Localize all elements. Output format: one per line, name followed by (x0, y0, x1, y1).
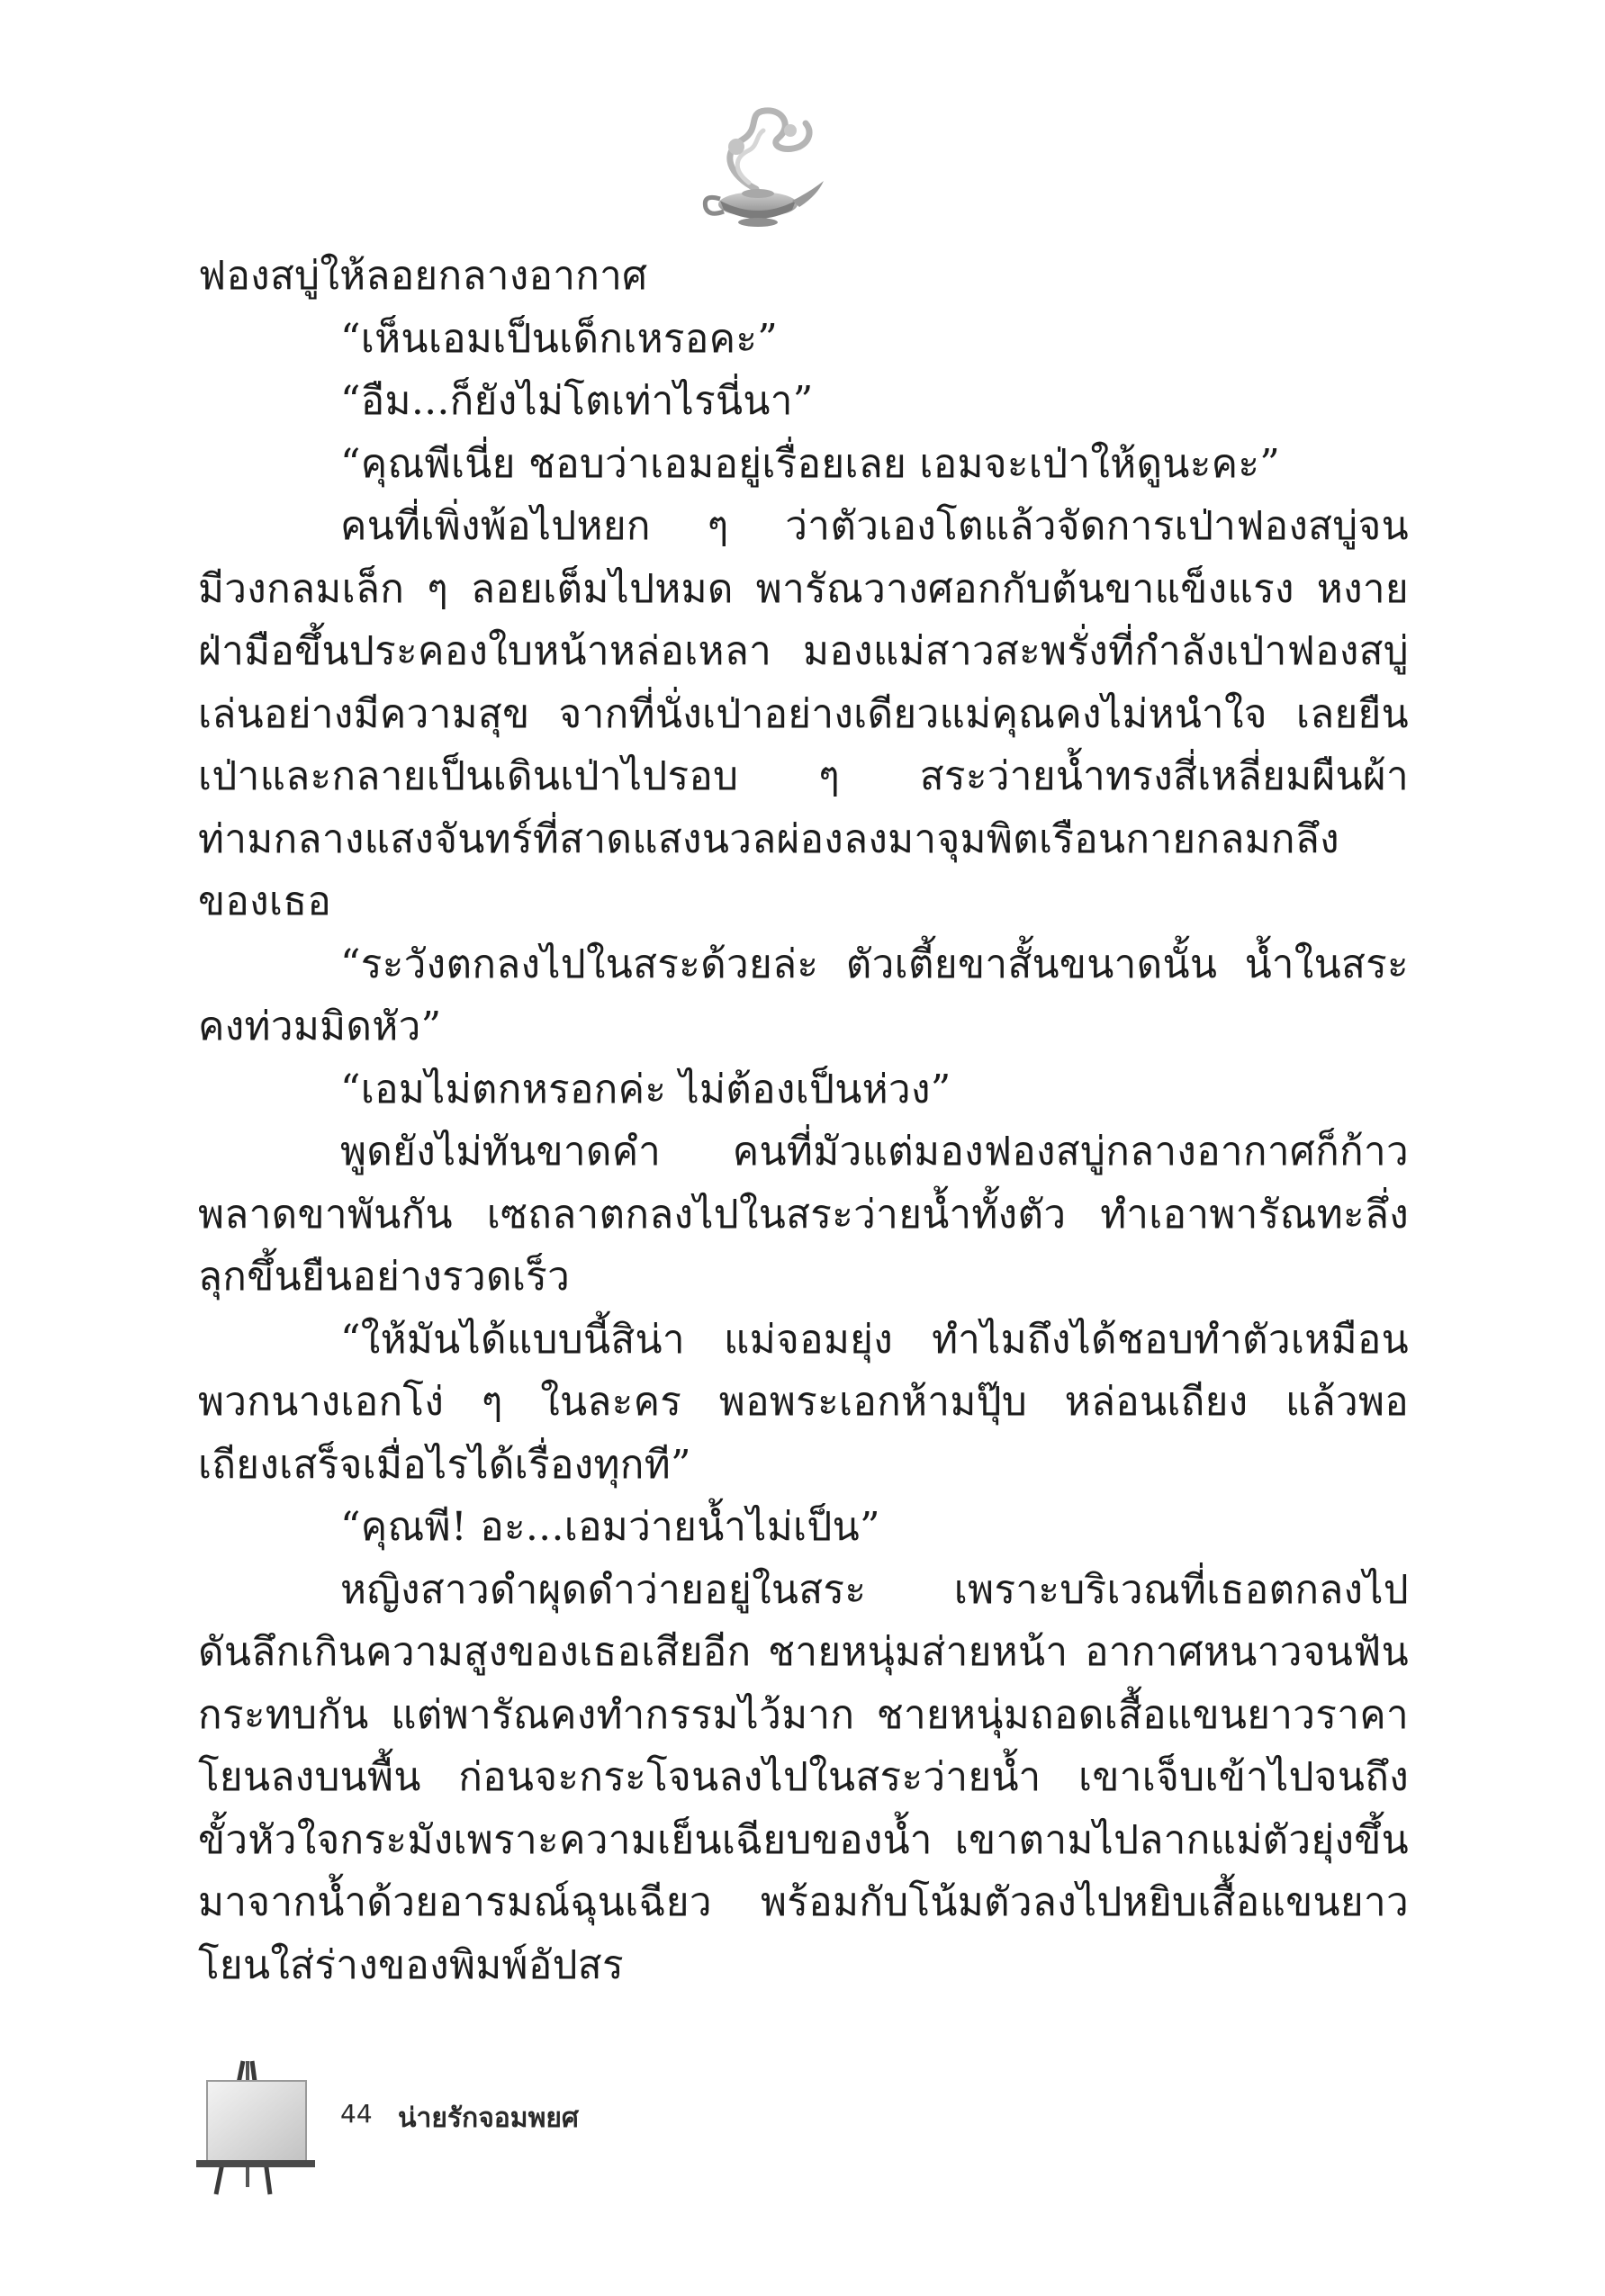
text-line: ท่ามกลางแสงจันทร์ที่สาดแสงนวลผ่องลงมาจุมพิตเรือนกายกลมกลึง (198, 815, 1339, 862)
text-line: “คุณพี! อะ...เอมว่ายน้ำไม่เป็น” (340, 1504, 880, 1550)
text-line: “เอมไม่ตกหรอกค่ะ ไม่ต้องเป็นห่วง” (340, 1066, 951, 1112)
text-line: เถียงเสร็จเมื่อไรได้เรื่องทุกที” (198, 1441, 691, 1488)
text-line: “ให้มันได้แบบนี้สิน่า แม่จอมยุ่ง ทำไมถึงได้ชอบทำตัวเหมือน (340, 1316, 1409, 1363)
text-line: หญิงสาวดำผุดดำว่ายอยู่ในสระ เพราะบริเวณที่เธอตกลงไป (340, 1566, 1409, 1613)
text-line: “เห็นเอมเป็นเด็กเหรอคะ” (340, 315, 779, 362)
text-line: มีวงกลมเล็ก ๆ ลอยเต็มไปหมด พารัณวางศอกกับต้นขาแข็งแรง หงาย (198, 565, 1409, 612)
text-line: คนที่เพิ่งพ้อไปหยก ๆ ว่าตัวเองโตแล้วจัดการเป่าฟองสบู่จน (340, 503, 1409, 549)
text-line: มาจากน้ำด้วยอารมณ์ฉุนเฉียว พร้อมกับโน้มตัวลงไปหยิบเสื้อแขนยาว (198, 1879, 1409, 1925)
easel-icon (189, 2052, 324, 2196)
page-footer (189, 2052, 729, 2196)
text-line: เป่าและกลายเป็นเดินเป่าไปรอบ ๆ สระว่ายน้ำทรงสี่เหลี่ยมผืนผ้า (198, 753, 1409, 799)
text-line: โยนใส่ร่างของพิมพ์อัปสร (198, 1941, 624, 1988)
text-line: คงท่วมมิดหัว” (198, 1004, 442, 1049)
text-line: ฝ่ามือขึ้นประคองใบหน้าหล่อเหลา มองแม่สาวสะพรั่งที่กำลังเป่าฟองสบู่ (198, 628, 1409, 674)
text-line: “คุณพีเนี่ย ชอบว่าเอมอยู่เรื่อยเลย เอมจะเป่าให้ดูนะคะ” (340, 440, 1281, 487)
text-line: กระทบกัน แต่พารัณคงทำกรรมไว้มาก ชายหนุ่มถอดเสื้อแขนยาวราคา (198, 1691, 1409, 1738)
body-text (198, 245, 1409, 1996)
book-title: น่ายรักจอมพยศ (398, 2102, 579, 2134)
text-line: “อืม...ก็ยังไม่โตเท่าไรนี่นา” (340, 378, 814, 424)
text-line: ขั้วหัวใจกระมังเพราะความเย็นเฉียบของน้ำ เขาตามไปลากแม่ตัวยุ่งขึ้น (198, 1816, 1409, 1863)
text-line: ฟองสบู่ให้ลอยกลางอากาศ (198, 253, 648, 299)
genie-lamp-icon (693, 104, 828, 230)
page-number: 44 (340, 2099, 373, 2129)
text-line: ดันลึกเกินความสูงของเธอเสียอีก ชายหนุ่มส่ายหน้า อากาศหนาวจนฟัน (198, 1629, 1409, 1675)
text-line: “ระวังตกลงไปในสระด้วยล่ะ ตัวเตี้ยขาสั้นขนาดนั้น น้ำในสระ (340, 941, 1409, 987)
text-line: เล่นอย่างมีความสุข จากที่นั่งเป่าอย่างเดียวแม่คุณคงไม่หนำใจ เลยยืน (198, 690, 1409, 737)
text-line: พลาดขาพันกัน เซถลาตกลงไปในสระว่ายน้ำทั้งตัว ทำเอาพารัณทะลึ่ง (198, 1191, 1409, 1238)
text-line: ของเธอ (198, 878, 332, 924)
text-line: พวกนางเอกโง่ ๆ ในละคร พอพระเอกห้ามปุ๊บ หล่อนเถียง แล้วพอ (198, 1379, 1409, 1425)
text-line: ลุกขึ้นยืนอย่างรวดเร็ว (198, 1254, 571, 1300)
text-line: โยนลงบนพื้น ก่อนจะกระโจนลงไปในสระว่ายน้ำ เขาเจ็บเข้าไปจนถึง (198, 1754, 1409, 1800)
text-line: พูดยังไม่ทันขาดคำ คนที่มัวแต่มองฟองสบู่กลางอากาศก็ก้าว (340, 1129, 1409, 1175)
